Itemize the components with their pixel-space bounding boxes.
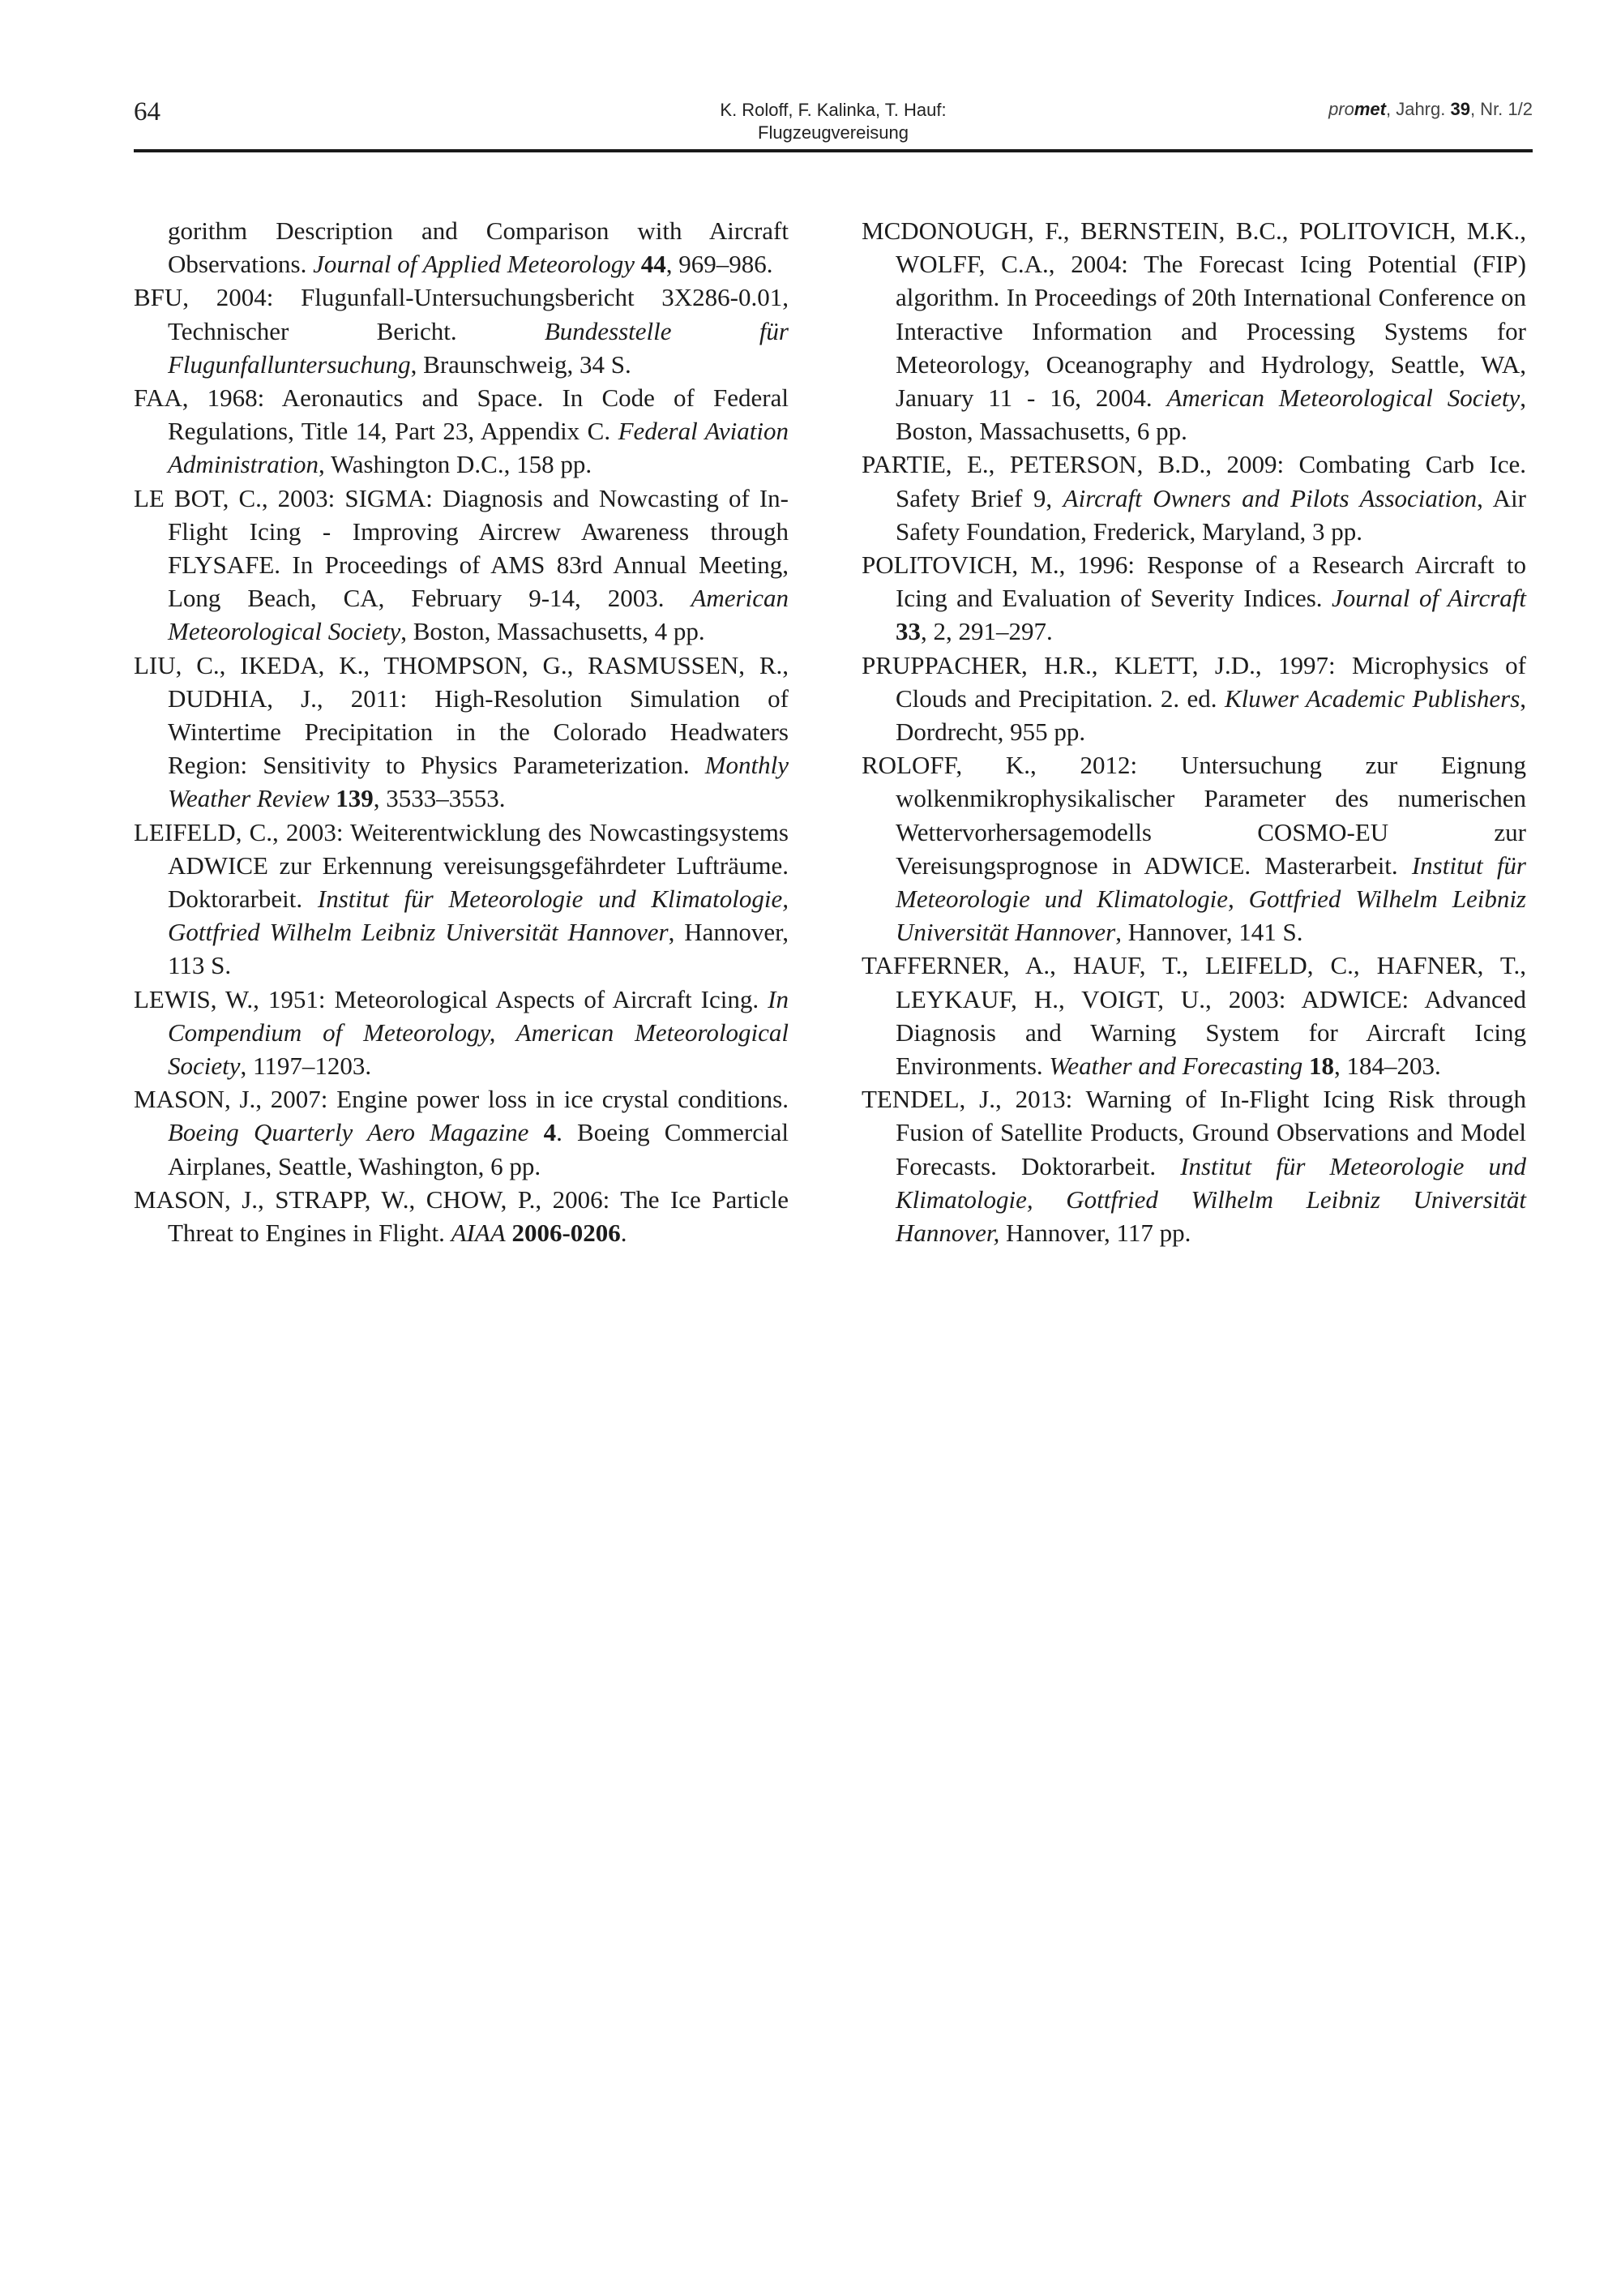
ref-volume: 2006-0206 [511, 1219, 621, 1248]
reference-item [134, 649, 789, 816]
ref-source: Institut für Meteorologie und Klimatologie, Gottfried Wilhelm Leibniz Universität Hannover, [896, 1151, 1526, 1248]
ref-text: PRUPPACHER, H.R., KLETT, J.D., 1997: Microphysics of Clouds and Precipitation. 2. ed. [862, 650, 1526, 713]
ref-source: Institut für Meteorologie und Klimatologie, Gottfried Wilhelm Leibniz Universität Hannover [896, 850, 1526, 947]
ref-text: . Boeing Commercial Airplanes, Seattle, Washington, 6 pp. [168, 1118, 789, 1180]
ref-source: Kluwer Academic Publishers [1224, 683, 1520, 713]
ref-text: MASON, J., STRAPP, W., CHOW, P., 2006: The Ice Particle Threat to Engines in Flight. [134, 1184, 789, 1248]
reference-item [134, 281, 789, 381]
page-number: 64 [134, 97, 160, 126]
ref-volume: 33 [896, 617, 921, 646]
header-title: Flugzeugvereisung [758, 122, 909, 143]
ref-source: Weather and Forecasting [1049, 1052, 1303, 1081]
ref-source: Bundesstelle für Flugunfalluntersuchung [168, 316, 789, 379]
ref-text: , Air Safety Foundation, Frederick, Maryland, 3 pp. [896, 483, 1526, 546]
reference-item [862, 548, 1526, 649]
reference-column-left [134, 214, 789, 1249]
reference-item [862, 1082, 1526, 1249]
journal-name [1328, 99, 1386, 119]
reference-item [862, 214, 1526, 448]
ref-source: American Meteorological Society [168, 584, 789, 646]
ref-source: Journal of Applied Meteorology [313, 250, 635, 279]
journal-volume: 39 [1450, 99, 1470, 119]
ref-text [528, 1118, 543, 1146]
ref-text: FAA, 1968: Aeronautics and Space. In Code of Federal Regulations, Title 14, Part 23, Appendix C. [134, 383, 789, 446]
ref-text: , 184–203. [1334, 1052, 1441, 1081]
reference-item [134, 482, 789, 649]
ref-text: PARTIE, E., PETERSON, B.D., 2009: Combating Carb Ice. Safety Brief 9, [862, 450, 1526, 512]
reference-item [862, 448, 1526, 548]
ref-source: Federal Aviation Administration [168, 417, 789, 479]
ref-source: In Compendium of Meteorology, American Meteorological Society [168, 984, 789, 1081]
ref-text: , Washington D.C., 158 pp. [319, 450, 592, 479]
reference-item [134, 1082, 789, 1183]
reference-column-right [862, 214, 1526, 1249]
ref-volume: 139 [336, 784, 374, 813]
ref-source: American Meteorological Society [1166, 383, 1520, 413]
ref-text: , 1197–1203. [240, 1052, 372, 1081]
ref-text: , Boston, Massachusetts, 4 pp. [400, 617, 705, 646]
ref-text: LEWIS, W., 1951: Meteorological Aspects of Aircraft Icing. [134, 984, 768, 1013]
ref-text: LIU, C., IKEDA, K., THOMPSON, G., RASMUSSEN, R., DUDHIA, J., 2011: High-Resolution Simulation of Wintertime Precipitation in the Colorado Headwaters Region: Sensitivity to Physics Parameterization. [134, 650, 789, 780]
ref-source: Aircraft Owners and Pilots Association [1063, 483, 1478, 512]
reference-item [134, 381, 789, 482]
reference-item [134, 214, 789, 281]
ref-source: Boeing Quarterly Aero Magazine [168, 1118, 529, 1147]
ref-text: Hannover, 117 pp. [999, 1219, 1191, 1248]
reference-item [134, 983, 789, 1083]
ref-text: , Hannover, 113 S. [168, 918, 789, 980]
ref-text: , Hannover, 141 S. [1115, 918, 1303, 947]
journal-name-prefix: pro [1328, 99, 1354, 119]
reference-item [862, 748, 1526, 949]
reference-item [862, 649, 1526, 749]
running-title [134, 99, 1533, 144]
page-header [134, 96, 1533, 152]
ref-text: LE BOT, C., 2003: SIGMA: Diagnosis and Nowcasting of In-Flight Icing - Improving Aircrew Awareness through FLYSAFE. In Proceedings of AMS 83rd Annual Meeting, Long Beach, CA, February 9-14, 2003. [134, 483, 789, 613]
ref-text: , Boston, Massachusetts, 6 pp. [896, 383, 1526, 446]
header-authors: K. Roloff, F. Kalinka, T. Hauf: [720, 100, 947, 120]
reference-item [862, 949, 1526, 1082]
ref-text: . [620, 1219, 627, 1248]
reference-item [134, 816, 789, 983]
ref-text: TENDEL, J., 2013: Warning of In-Flight Icing Risk through Fusion of Satellite Products, Ground Observations and Model Forecasts. Doktorarbeit. [862, 1085, 1526, 1180]
journal-meta-2: , Nr. 1/2 [1469, 99, 1533, 119]
ref-volume: 44 [640, 250, 666, 279]
ref-volume: 4 [543, 1118, 557, 1147]
ref-text: , 2, 291–297. [921, 617, 1053, 646]
ref-source: Monthly Weather Review [168, 751, 789, 813]
ref-text: LEIFELD, C., 2003: Weiterentwicklung des Nowcastingsystems ADWICE zur Erkennung vereisungsgefährdeter Lufträume. Doktorarbeit. [134, 817, 789, 914]
ref-source: Journal of Aircraft [1332, 584, 1526, 613]
ref-text [635, 250, 641, 278]
ref-text: , 3533–3553. [373, 784, 506, 813]
ref-text [1302, 1052, 1309, 1080]
journal-info [1328, 99, 1533, 120]
ref-text: BFU, 2004: Flugunfall-Untersuchungsbericht 3X286-0.01, Technischer Bericht. [134, 283, 789, 345]
ref-source: Institut für Meteorologie und Klimatologie, Gottfried Wilhelm Leibniz Universität Hannover [168, 885, 789, 947]
ref-text: , Dordrecht, 955 pp. [896, 683, 1527, 747]
reference-item [134, 1183, 789, 1249]
ref-text: TAFFERNER, A., HAUF, T., LEIFELD, C., HAFNER, T., LEYKAUF, H., VOIGT, U., 2003: ADWICE: Advanced Diagnosis and Warning System for Aircraft Icing Environments. [862, 951, 1526, 1081]
ref-text: , 969–986. [665, 250, 773, 279]
journal-meta-1: , Jahrg. [1385, 99, 1451, 119]
ref-text: MCDONOUGH, F., BERNSTEIN, B.C., POLITOVICH, M.K., WOLFF, C.A., 2004: The Forecast Icing Potential (FIP) algorithm. In Proceedings of 20th International Conference on Interactive Information and Processing Systems for Meteorology, Oceanography and Hydrology, Seattle, WA, January 11 - 16, 2004. [862, 216, 1526, 413]
ref-text: POLITOVICH, M., 1996: Response of a Research Aircraft to Icing and Evaluation of Severity Indices. [862, 550, 1526, 613]
ref-text: gorithm Description and Comparison with Aircraft Observations. [168, 216, 789, 279]
ref-source: AIAA [451, 1219, 506, 1248]
ref-text: , Braunschweig, 34 S. [410, 349, 631, 379]
ref-volume: 18 [1309, 1052, 1335, 1081]
journal-name-suffix: met [1354, 99, 1386, 119]
ref-text: MASON, J., 2007: Engine power loss in ice crystal conditions. [134, 1085, 789, 1114]
ref-text: ROLOFF, K., 2012: Untersuchung zur Eignung wolkenmikrophysikalischer Parameter des numerischen Wettervorhersagemodells COSMO-EU zur Vereisungsprognose in ADWICE. Masterarbeit. [862, 751, 1526, 880]
